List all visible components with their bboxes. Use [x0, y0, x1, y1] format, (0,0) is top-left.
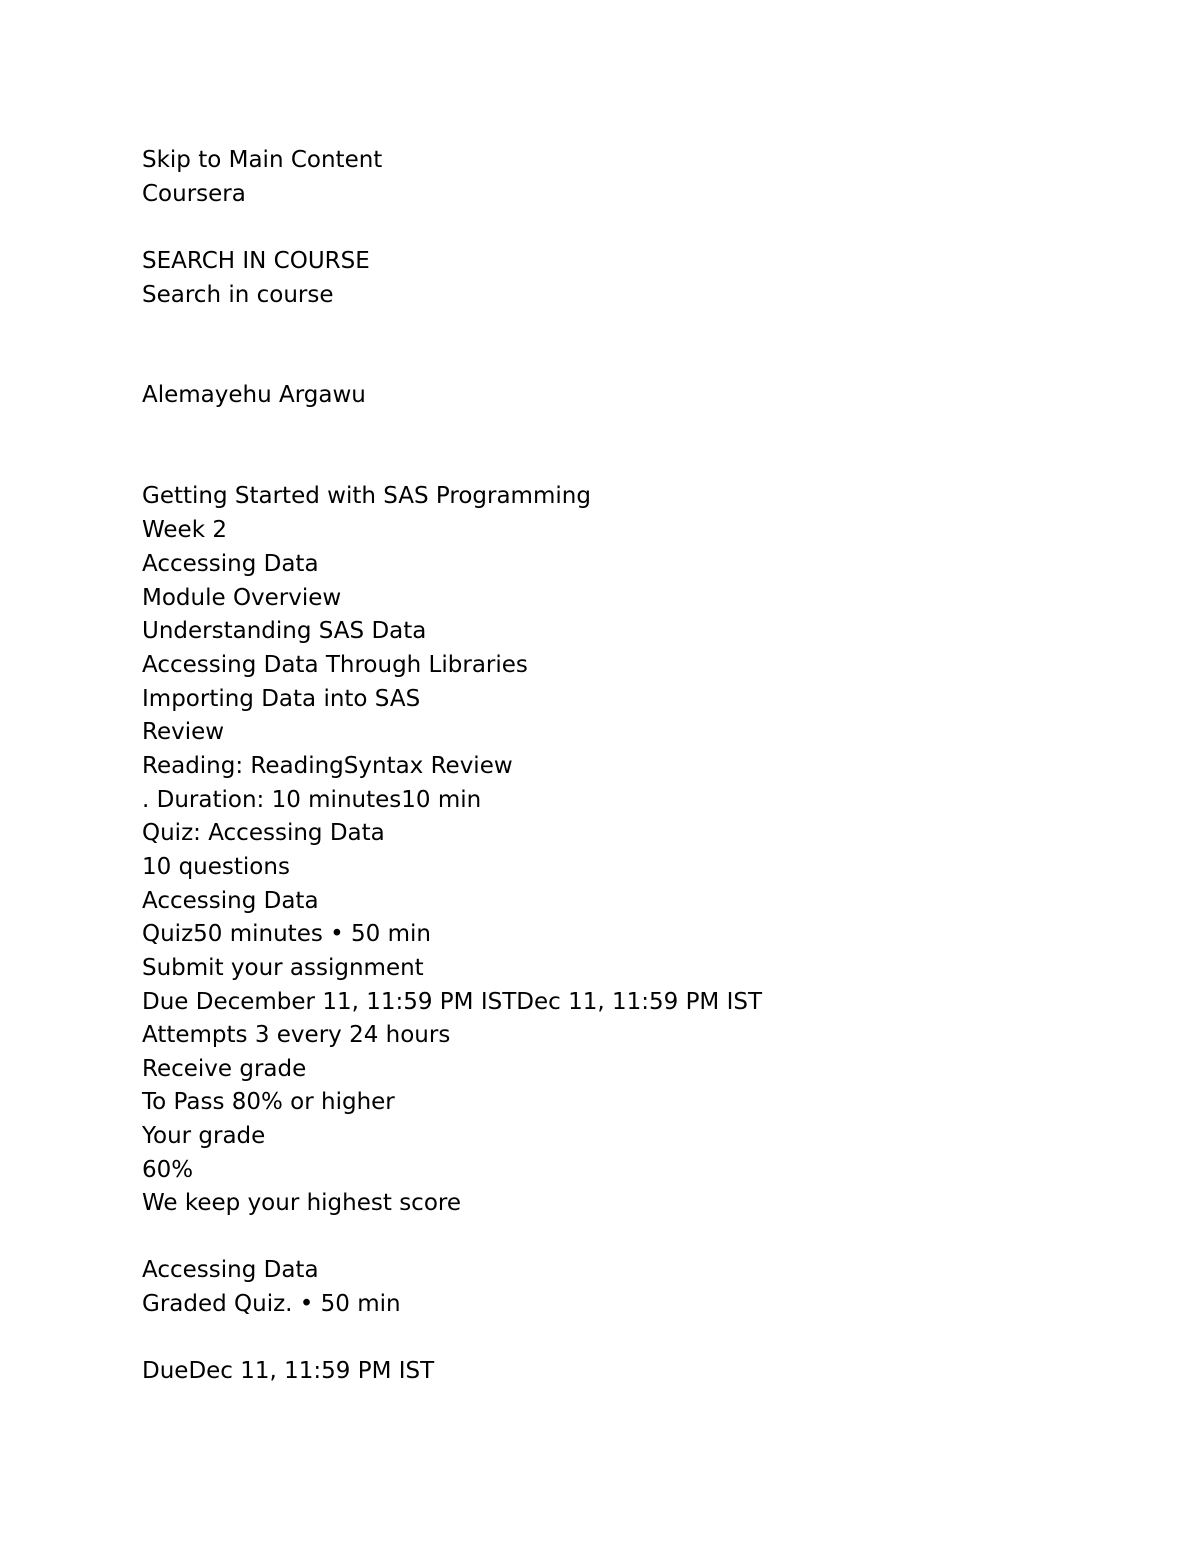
submit-heading: Submit your assignment: [142, 955, 424, 981]
quiz-attempts: Attempts 3 every 24 hours: [142, 1022, 451, 1048]
module-item[interactable]: Understanding SAS Data: [142, 618, 427, 644]
module-item[interactable]: Reading: ReadingSyntax Review: [142, 753, 513, 779]
your-grade-value: 60%: [142, 1157, 194, 1183]
keep-highest-note: We keep your highest score: [142, 1190, 462, 1216]
card-due: DueDec 11, 11:59 PM IST: [142, 1358, 435, 1384]
module-item[interactable]: Quiz: Accessing Data: [142, 820, 385, 846]
module-item[interactable]: Module Overview: [142, 585, 342, 611]
course-title[interactable]: Getting Started with SAS Programming: [142, 483, 591, 509]
skip-to-main-link[interactable]: Skip to Main Content: [142, 147, 383, 173]
module-item[interactable]: Importing Data into SAS: [142, 686, 421, 712]
module-item[interactable]: Review: [142, 719, 225, 745]
module-item-duration: . Duration: 10 minutes10 min: [142, 787, 482, 813]
quiz-title: Accessing Data: [142, 888, 319, 914]
quiz-meta: Quiz50 minutes • 50 min: [142, 921, 431, 947]
module-item[interactable]: Accessing Data Through Libraries: [142, 652, 528, 678]
module-title[interactable]: Accessing Data: [142, 551, 319, 577]
receive-grade-heading: Receive grade: [142, 1056, 307, 1082]
search-input[interactable]: Search in course: [142, 282, 334, 308]
your-grade-label: Your grade: [142, 1123, 266, 1149]
search-label: SEARCH IN COURSE: [142, 248, 370, 274]
week-link[interactable]: Week 2: [142, 517, 227, 543]
card-title[interactable]: Accessing Data: [142, 1257, 319, 1283]
quiz-due: Due December 11, 11:59 PM ISTDec 11, 11:59 PM IST: [142, 989, 763, 1015]
card-meta: Graded Quiz. • 50 min: [142, 1291, 401, 1317]
user-name[interactable]: Alemayehu Argawu: [142, 382, 366, 408]
module-item-questions: 10 questions: [142, 854, 290, 880]
coursera-brand[interactable]: Coursera: [142, 181, 246, 207]
pass-requirement: To Pass 80% or higher: [142, 1089, 395, 1115]
